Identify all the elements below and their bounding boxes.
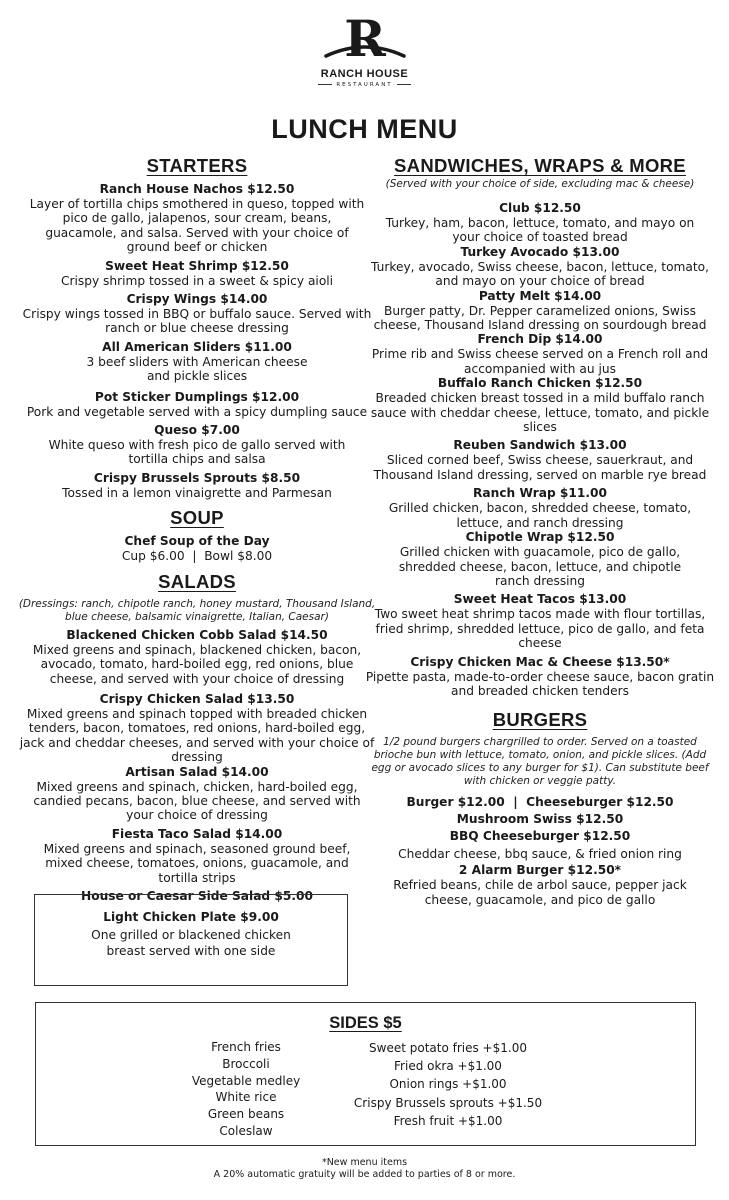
item-name: Queso $7.00 [154, 423, 240, 438]
menu-item [18, 628, 376, 686]
logo-letter: R [343, 12, 386, 66]
menu-item [18, 423, 376, 467]
light-plate-box [34, 894, 348, 986]
menu-item [18, 471, 376, 500]
section-heading-sandwiches: SANDWICHES, WRAPS & MORE [394, 155, 686, 176]
item-desc: Pipette pasta, made-to-order cheese sauce, bacon gratin and breaded chicken tenders [365, 669, 715, 698]
menu-item [18, 827, 376, 885]
item-desc: Breaded chicken breast tossed in a mild buffalo ranch sauce with cheddar cheese, lettuce, tomato, and pickle slices [370, 391, 710, 435]
menu-item [364, 245, 716, 289]
item-desc: Pork and vegetable served with a spicy dumpling sauce [26, 404, 368, 419]
divider [318, 84, 332, 85]
restaurant-logo [0, 12, 729, 88]
item-desc: Cheddar cheese, bbq sauce, & fried onion ring [398, 847, 682, 862]
sandwiches-note: (Served with your choice of side, excluding mac & cheese) [385, 178, 695, 190]
item-desc: Mixed greens and spinach, chicken, hard-boiled egg, candied pecans, bacon, blue cheese, and served with your choice of dressing [33, 779, 361, 823]
menu-item [18, 259, 376, 288]
item-name: Buffalo Ranch Chicken $12.50 [437, 376, 643, 391]
item-name: BBQ Cheeseburger $12.50 [449, 829, 631, 844]
item-desc: Two sweet heat shrimp tacos made with flour tortillas, fried shrimp, shredded lettuce, pico de gallo, and feta cheese [374, 607, 706, 651]
item-name: Artisan Salad $14.00 [125, 764, 269, 779]
item-name: Pot Sticker Dumplings $12.00 [94, 389, 300, 404]
menu-item [364, 201, 716, 245]
page-title: LUNCH MENU [271, 114, 458, 144]
item-desc: Grilled chicken, bacon, shredded cheese, tomato, lettuce, and ranch dressing [388, 501, 692, 530]
section-heading-burgers: BURGERS [492, 709, 588, 731]
side-item: Broccoli [222, 1056, 270, 1071]
brand-name: RANCH HOUSE [320, 68, 409, 80]
side-item: Fried okra +$1.00 [394, 1059, 502, 1074]
item-name: Ranch House Nachos $12.50 [99, 182, 295, 196]
side-item: Crispy Brussels sprouts +$1.50 [353, 1095, 543, 1110]
section-heading-sides: SIDES $5 [329, 1014, 402, 1032]
item-name: Crispy Chicken Mac & Cheese $13.50* [410, 654, 670, 669]
item-desc: One grilled or blackened chicken breast served with one side [91, 928, 291, 958]
footer [0, 1157, 729, 1181]
footer-gratuity: A 20% automatic gratuity will be added to parties of 8 or more. [213, 1169, 516, 1180]
section-heading-starters: STARTERS [146, 155, 248, 176]
divider [397, 84, 411, 85]
item-desc: Mixed greens and spinach topped with breaded chicken tenders, bacon, tomatoes, red onions, hard-boiled egg, jack and cheddar cheeses, and served with your choice of dressing [19, 706, 375, 765]
footer-note: *New menu items [321, 1157, 408, 1168]
item-desc: Refried beans, chile de arbol sauce, pepper jack cheese, guacamole, and pico de gallo [393, 878, 687, 907]
item-name: Light Chicken Plate $9.00 [103, 910, 279, 924]
menu-item [364, 592, 716, 650]
item-name: Sweet Heat Tacos $13.00 [453, 592, 627, 607]
menu-item [18, 692, 376, 765]
item-name: Chipotle Wrap $12.50 [465, 530, 615, 545]
side-item: Sweet potato fries +$1.00 [369, 1041, 527, 1055]
item-name: Burger $12.00 | Cheeseburger $12.50 [406, 795, 674, 810]
right-column [364, 154, 716, 907]
section-heading-soup: SOUP [170, 507, 224, 529]
item-name: French Dip $14.00 [477, 332, 603, 347]
menu-item [18, 292, 376, 336]
item-name: Crispy Chicken Salad $13.50 [99, 691, 295, 706]
item-desc: Turkey, avocado, Swiss cheese, bacon, lettuce, tomato, and mayo on your choice of bread [371, 259, 709, 289]
item-name: Ranch Wrap $11.00 [473, 486, 607, 501]
side-salad-item: House or Caesar Side Salad $5.00 [81, 888, 313, 903]
side-item: Coleslaw [219, 1123, 273, 1138]
item-desc: Grilled chicken with guacamole, pico de gallo, shredded cheese, bacon, lettuce, and chipotle ranch dressing [398, 545, 682, 588]
item-desc: White queso with fresh pico de gallo served with tortilla chips and salsa [48, 438, 346, 467]
ranch-r-brand-icon [320, 12, 410, 66]
item-name: Turkey Avocado $13.00 [460, 244, 620, 259]
item-desc: Sliced corned beef, Swiss cheese, sauerkraut, and Thousand Island dressing, served on marble rye bread [373, 453, 707, 482]
item-desc: Prime rib and Swiss cheese served on a French roll and accompanied with au jus [371, 347, 709, 376]
item-desc: Crispy shrimp tossed in a sweet & spicy aioli [60, 273, 334, 288]
brand-subtitle-text: RESTAURANT [336, 82, 393, 88]
burgers-note: 1/2 pound burgers chargrilled to order. Served on a toasted brioche bun with lettuce, tomato, onion, and pickle slices. (Add egg or avocado slices to any burger for $1). Can substitute beef with chicken or veggie patty. [371, 736, 709, 788]
item-name: All American Sliders $11.00 [102, 339, 292, 354]
left-column [18, 154, 376, 904]
menu-item [18, 390, 376, 419]
menu-item [364, 332, 716, 376]
menu-item [364, 530, 716, 588]
menu-item [18, 182, 376, 255]
item-desc: Mixed greens and spinach, seasoned ground beef, mixed cheese, tomatoes, onions, guacamole, and tortilla strips [43, 841, 351, 885]
menu-item [364, 289, 716, 333]
menu-item [364, 376, 716, 434]
menu-item [364, 655, 716, 699]
item-name: Club $12.50 [499, 201, 581, 215]
soup-prices: Cup $6.00 | Bowl $8.00 [121, 549, 273, 564]
side-item: White rice [215, 1090, 277, 1105]
sides-list-right [348, 1039, 548, 1130]
sides-list-left [166, 1039, 326, 1140]
item-name: Fiesta Taco Salad $14.00 [111, 826, 283, 841]
item-desc: Burger patty, Dr. Pepper caramelized onions, Swiss cheese, Thousand Island dressing on sourdough bread [373, 303, 707, 333]
item-name: Blackened Chicken Cobb Salad $14.50 [66, 627, 328, 642]
menu-item [18, 765, 376, 823]
item-name: Chef Soup of the Day [124, 534, 270, 549]
item-desc: Layer of tortilla chips smothered in queso, topped with pico de gallo, jalapenos, sour cream, beans, guacamole, and salsa. Served with your choice of ground beef or chicken [29, 197, 365, 255]
item-desc: Turkey, ham, bacon, lettuce, tomato, and mayo on your choice of toasted bread [385, 216, 695, 245]
menu-item [364, 486, 716, 530]
sides-box [35, 1002, 696, 1146]
section-heading-salads: SALADS [158, 570, 236, 592]
menu-item [364, 438, 716, 482]
item-name: Crispy Brussels Sprouts $8.50 [93, 470, 301, 485]
item-name: Mushroom Swiss $12.50 [456, 812, 624, 827]
brand-subtitle [0, 82, 729, 88]
side-item: Vegetable medley [191, 1073, 301, 1088]
item-name: Reuben Sandwich $13.00 [453, 438, 627, 453]
item-desc: Crispy wings tossed in BBQ or buffalo sauce. Served with ranch or blue cheese dressing [22, 307, 372, 336]
menu-item [18, 340, 376, 384]
item-desc: Mixed greens and spinach, blackened chicken, bacon, avocado, tomato, hard-boiled egg, red onions, blue cheese, and served with your choice of dressing [32, 642, 362, 686]
salads-note: (Dressings: ranch, chipotle ranch, honey mustard, Thousand Island, blue cheese, balsamic vinaigrette, Italian, Caesar) [18, 597, 376, 623]
item-name: Patty Melt $14.00 [478, 288, 602, 303]
side-item: Onion rings +$1.00 [389, 1077, 507, 1092]
item-name: Sweet Heat Shrimp $12.50 [105, 258, 289, 273]
item-name: 2 Alarm Burger $12.50* [458, 863, 622, 878]
side-item: Green beans [207, 1107, 285, 1122]
item-desc: Tossed in a lemon vinaigrette and Parmesan [62, 485, 332, 500]
side-item: French fries [211, 1040, 281, 1054]
item-name: Crispy Wings $14.00 [126, 292, 268, 307]
item-desc: 3 beef sliders with American cheese and pickle slices [86, 354, 308, 384]
side-item: Fresh fruit +$1.00 [393, 1113, 503, 1128]
